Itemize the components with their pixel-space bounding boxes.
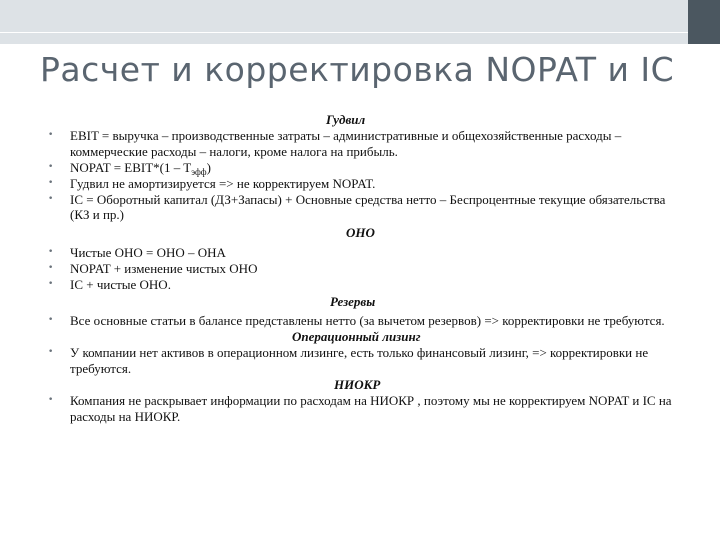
top-decor-bar <box>0 0 720 44</box>
section-heading-ono: ОНО <box>346 224 375 240</box>
bullet-icon: • <box>48 315 54 325</box>
bullet-icon: • <box>48 130 54 140</box>
list-item-goodwill-amortization: • Гудвил не амортизируется => не корректируем NOPAT. <box>48 175 376 191</box>
top-bar-divider <box>0 32 688 33</box>
bullet-icon: • <box>48 246 54 257</box>
section-heading-operating-lease: Операционный лизинг <box>292 329 421 344</box>
list-item-ic-formula: • IC = Оборотный капитал (ДЗ+Запасы) + Основные средства нетто – Беспроцентные текущие обязательства (КЗ и пр.) <box>48 191 666 222</box>
top-bar-light <box>0 0 688 44</box>
list-item-ic-ono: • IC + чистые ОНО. <box>48 276 171 292</box>
bullet-icon: • <box>48 193 54 204</box>
list-item-net-ono: • Чистые ОНО = ОНО – ОНА <box>48 244 226 260</box>
bullet-icon: • <box>48 161 54 172</box>
list-item-reserves: • Все основные статьи в балансе представлены нетто (за вычетом резервов) => корректировки не требуются. <box>48 313 665 328</box>
bullet-icon: • <box>48 347 54 357</box>
bullet-icon: • <box>48 278 54 289</box>
section-heading-rnd: НИОКР <box>334 377 381 392</box>
section-heading-goodwill: Гудвил <box>326 112 366 127</box>
slide-title: Расчет и корректировка NOPAT и IC <box>40 50 675 89</box>
bullet-icon: • <box>48 262 54 273</box>
bullet-icon: • <box>48 177 54 188</box>
list-item-nopat-formula: • NOPAT = EBIT*(1 – $T_{эфф}$) <box>48 159 211 177</box>
list-item-rnd: • Компания не раскрывает информации по расходам на НИОКР , поэтому мы не корректируем NOPAT и IC на расходы на НИОКР. <box>48 393 672 424</box>
slide-content <box>48 112 688 425</box>
bullet-icon: • <box>48 395 54 405</box>
list-item-ebit: • EBIT = выручка – производственные затраты – административные и общехозяйственные расходы – коммерческие расходы – налоги, кроме налога на прибыль. <box>48 128 622 159</box>
list-item-nopat-ono: • NOPAT + изменение чистых ОНО <box>48 260 258 276</box>
top-bar-dark-block <box>688 0 720 44</box>
section-heading-reserves: Резервы <box>330 294 376 309</box>
list-item-operating-lease: • У компании нет активов в операционном лизинге, есть только финансовый лизинг, => корректировки не требуются. <box>48 345 649 376</box>
